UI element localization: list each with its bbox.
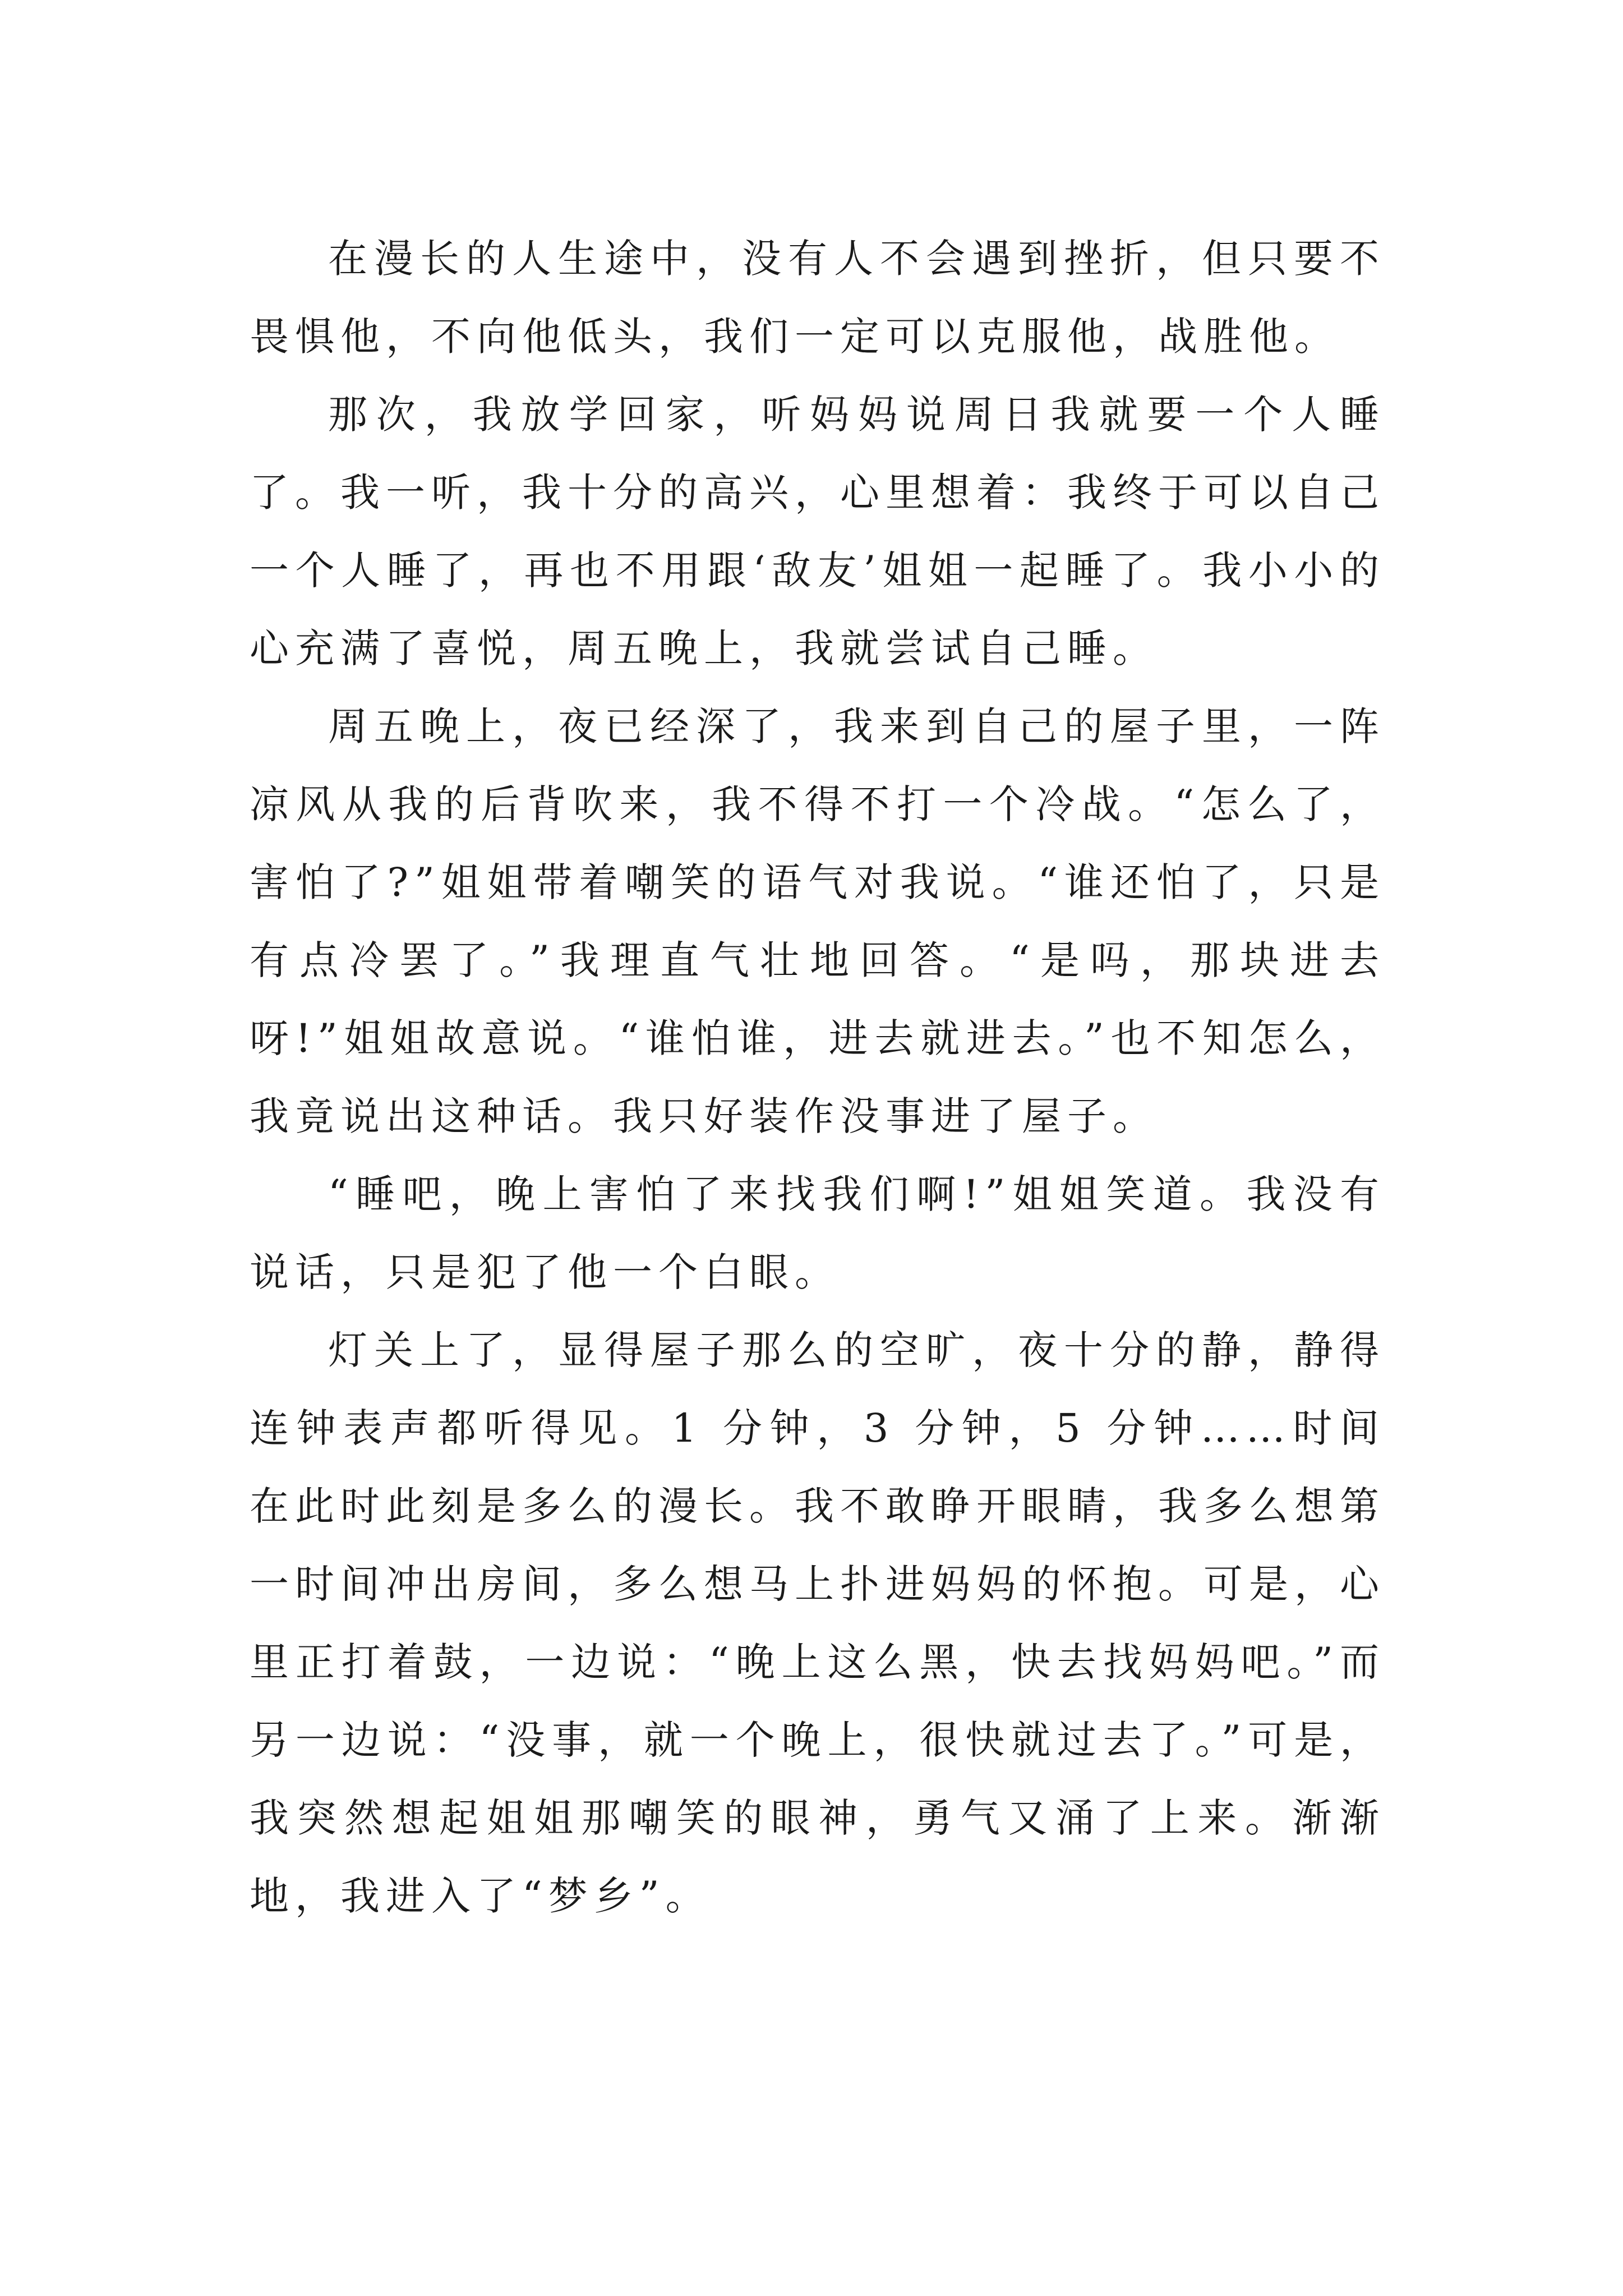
paragraph-5: 灯关上了，显得屋子那么的空旷，夜十分的静，静得连钟表声都听得见。1 分钟，3 分钟，5 分钟……时间在此时此刻是多么的漫长。我不敢睁开眼睛，我多么想第一时间冲出房间，多么想马上扑进妈妈的怀抱。可是，心里正打着鼓，一边说：“晚上这么黑，快去找妈妈吧。”而另一边说：“没事，就一个晚上，很快就过去了。”可是，我突然想起姐姐那嘲笑的眼神，勇气又涌了上来。渐渐地，我进入了“梦乡”。 — [250, 1327, 1385, 1919]
paragraph-2: 那次，我放学回家，听妈妈说周日我就要一个人睡了。我一听，我十分的高兴，心里想着：我终于可以自己一个人睡了，再也不用跟‘敌友’姐姐一起睡了。我小小的心充满了喜悦，周五晚上，我就尝试自己睡。 — [250, 392, 1385, 671]
paragraph-3: 周五晚上，夜已经深了，我来到自己的屋子里，一阵凉风从我的后背吹来，我不得不打一个冷战。“怎么了，害怕了?”姐姐带着嘲笑的语气对我说。“谁还怕了，只是有点冷罢了。”我理直气壮地回答。“是吗，那块进去呀!”姐姐故意说。“谁怕谁，进去就进去。”也不知怎么，我竟说出这种话。我只好装作没事进了屋子。 — [250, 703, 1385, 1139]
document-body — [250, 220, 1385, 1935]
paragraph-4: “睡吧，晚上害怕了来找我们啊!”姐姐笑道。我没有说话，只是犯了他一个白眼。 — [250, 1171, 1385, 1295]
paragraph-1: 在漫长的人生途中，没有人不会遇到挫折，但只要不畏惧他，不向他低头，我们一定可以克服他，战胜他。 — [250, 236, 1385, 360]
